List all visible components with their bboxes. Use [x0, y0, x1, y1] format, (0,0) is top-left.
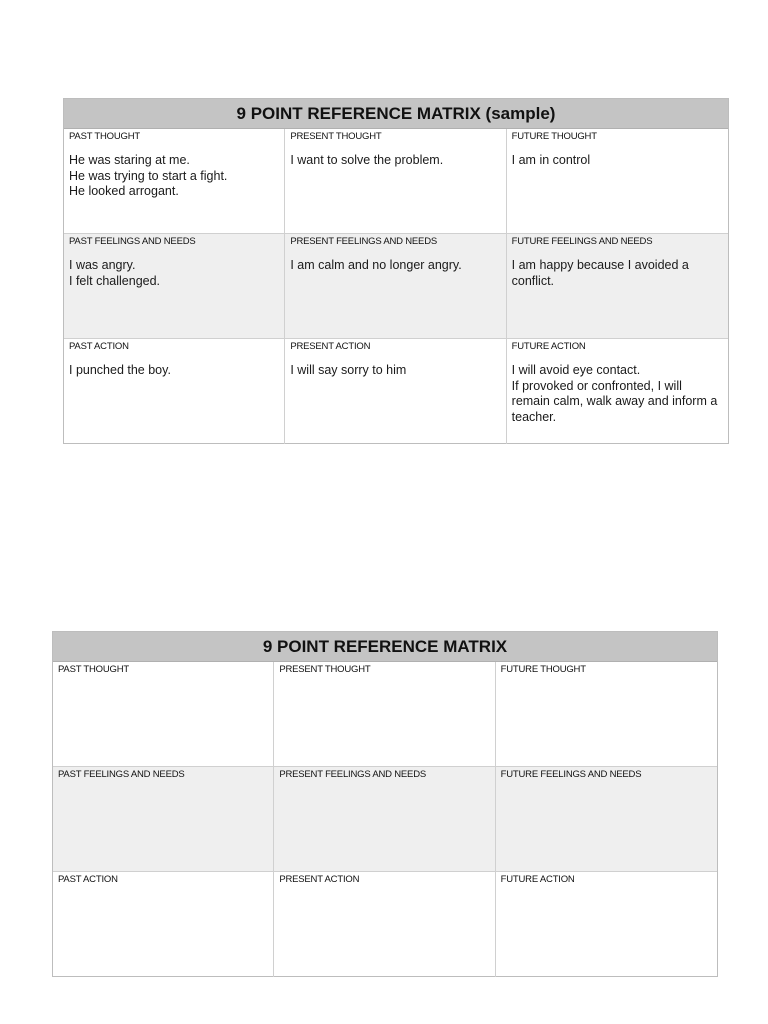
- sample-cell-future-thought: [507, 129, 728, 234]
- sample-cell-present-action: [285, 339, 506, 444]
- cell-label: PRESENT FEELINGS AND NEEDS: [290, 236, 437, 247]
- cell-label: PRESENT ACTION: [290, 341, 371, 352]
- cell-label: PAST FEELINGS AND NEEDS: [69, 236, 196, 247]
- cell-label: PAST ACTION: [69, 341, 129, 352]
- cell-label: PAST THOUGHT: [58, 664, 129, 675]
- cell-label: PRESENT ACTION: [279, 874, 360, 885]
- cell-label: PAST ACTION: [58, 874, 118, 885]
- cell-text: I am in control: [511, 153, 591, 167]
- cell-label: FUTURE FEELINGS AND NEEDS: [500, 769, 642, 780]
- sample-matrix-grid: [64, 129, 728, 444]
- cell-label: PRESENT THOUGHT: [290, 131, 382, 142]
- blank-cell-past-thought: [53, 662, 274, 767]
- cell-label: PRESENT FEELINGS AND NEEDS: [279, 769, 426, 780]
- sample-cell-future-feelings: [507, 234, 728, 339]
- blank-cell-present-action: [274, 872, 495, 977]
- cell-text: I am happy because I avoided a conflict.: [511, 258, 689, 288]
- cell-label: FUTURE ACTION: [511, 341, 586, 352]
- cell-label: PAST THOUGHT: [69, 131, 140, 142]
- blank-matrix-title: 9 POINT REFERENCE MATRIX: [53, 632, 717, 662]
- cell-text: I want to solve the problem.: [290, 153, 444, 167]
- blank-cell-past-feelings: [53, 767, 274, 872]
- sample-matrix-table: [63, 98, 729, 444]
- cell-text: He was staring at me. He was trying to start a fight. He looked arrogant.: [69, 153, 228, 198]
- cell-label: FUTURE THOUGHT: [500, 664, 586, 675]
- cell-label: FUTURE ACTION: [500, 874, 575, 885]
- cell-label: FUTURE FEELINGS AND NEEDS: [511, 236, 653, 247]
- cell-text: I will avoid eye contact. If provoked or confronted, I will remain calm, walk away and inform a teacher.: [511, 363, 718, 424]
- cell-label: FUTURE THOUGHT: [511, 131, 597, 142]
- sample-cell-present-feelings: [285, 234, 506, 339]
- sample-cell-future-action: [507, 339, 728, 444]
- blank-cell-future-action: [496, 872, 717, 977]
- cell-text: I was angry. I felt challenged.: [69, 258, 161, 288]
- blank-cell-past-action: [53, 872, 274, 977]
- cell-text: I will say sorry to him: [290, 363, 407, 377]
- sample-cell-present-thought: [285, 129, 506, 234]
- blank-cell-present-feelings: [274, 767, 495, 872]
- sample-matrix-title: 9 POINT REFERENCE MATRIX (sample): [64, 99, 728, 129]
- cell-text: I punched the boy.: [69, 363, 171, 377]
- sample-cell-past-feelings: [64, 234, 285, 339]
- blank-cell-future-thought: [496, 662, 717, 767]
- blank-matrix-table: [52, 631, 718, 977]
- blank-cell-present-thought: [274, 662, 495, 767]
- cell-label: PAST FEELINGS AND NEEDS: [58, 769, 185, 780]
- blank-matrix-grid: [53, 662, 717, 977]
- blank-cell-future-feelings: [496, 767, 717, 872]
- sample-cell-past-thought: [64, 129, 285, 234]
- cell-text: I am calm and no longer angry.: [290, 258, 462, 272]
- sample-cell-past-action: [64, 339, 285, 444]
- cell-label: PRESENT THOUGHT: [279, 664, 371, 675]
